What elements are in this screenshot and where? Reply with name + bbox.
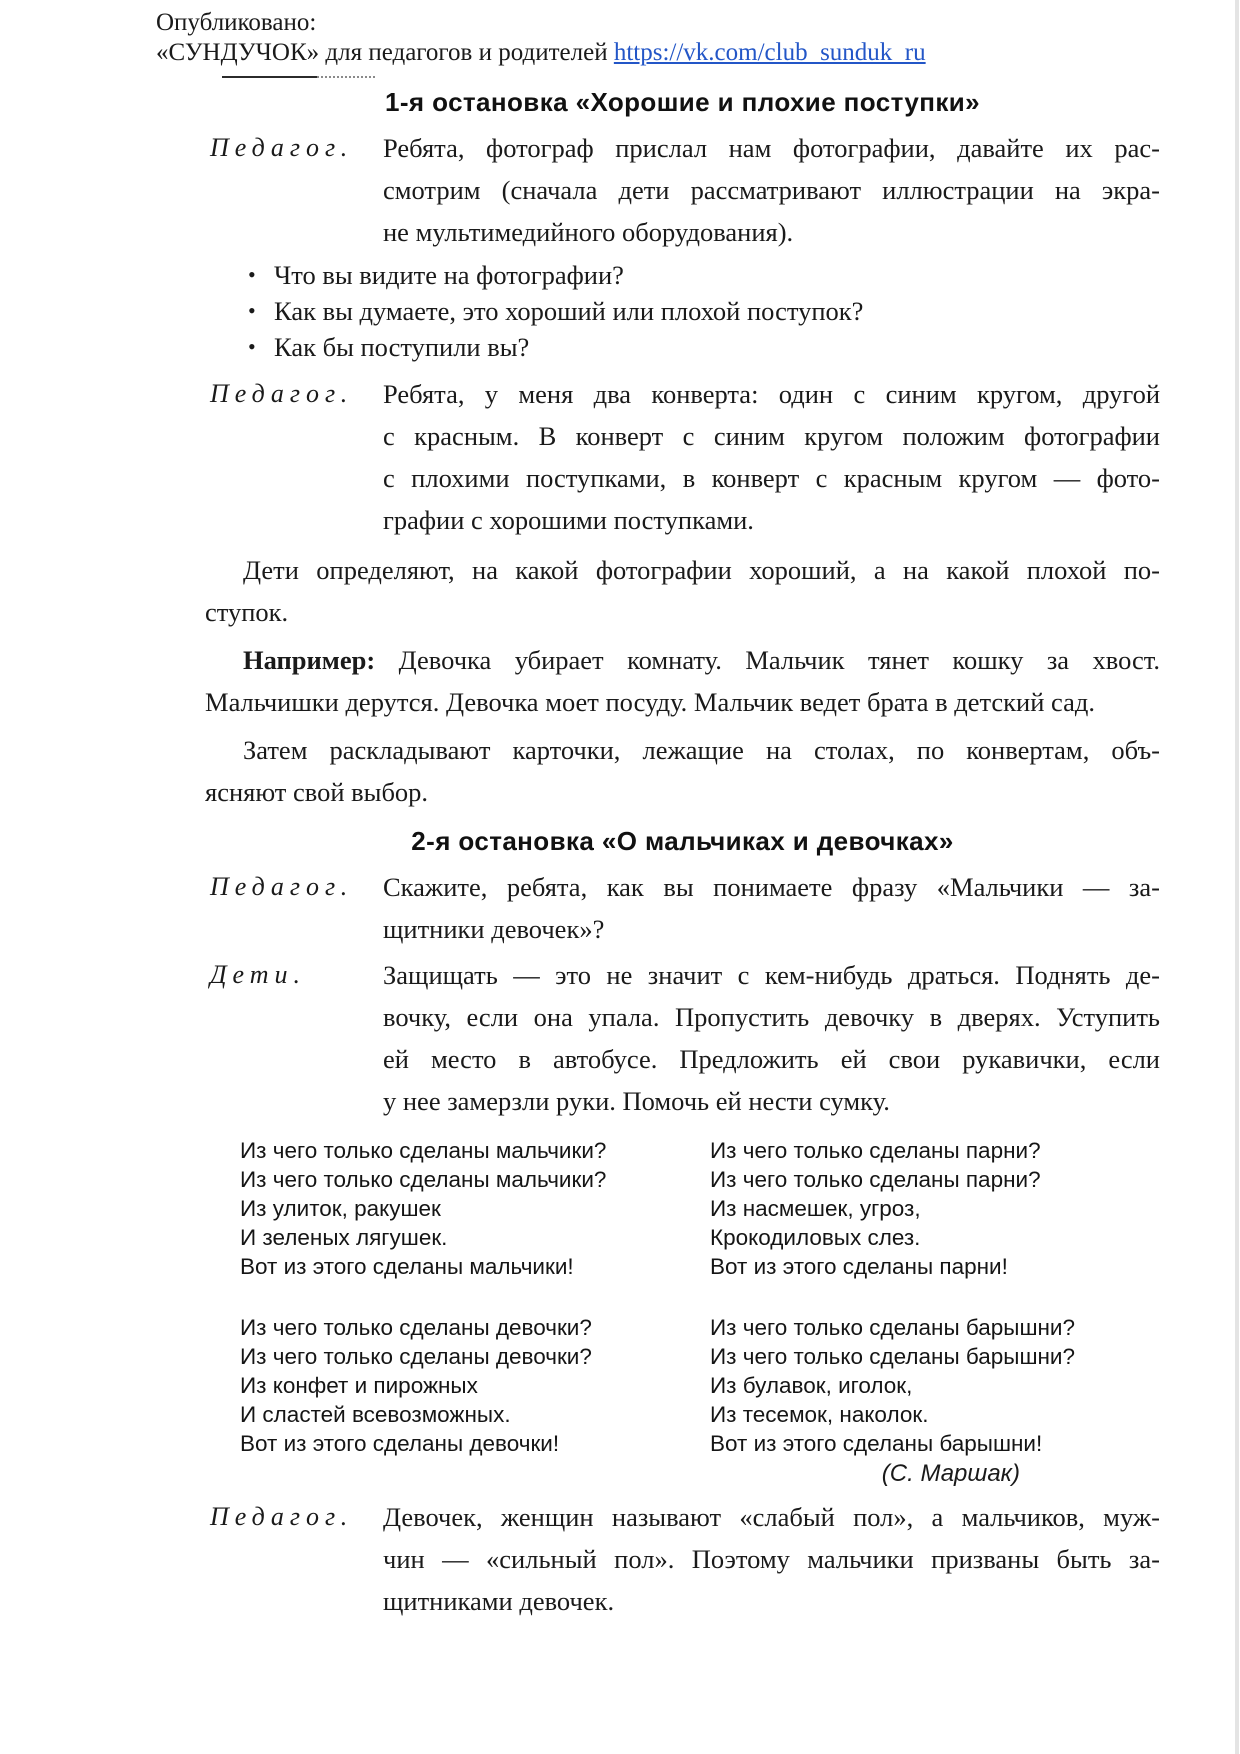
poem-line: Вот из этого сделаны мальчики!	[240, 1254, 574, 1279]
speaker-label: Педагог.	[210, 133, 354, 162]
body-paragraph	[205, 729, 1160, 813]
speaker-label: Дети.	[210, 960, 307, 989]
poem-attribution: (С. Маршак)	[881, 1460, 1020, 1487]
page-content	[0, 86, 1240, 1622]
dialog-turn	[210, 954, 1160, 1122]
bullet-item	[248, 257, 1240, 293]
dialog-lines	[383, 127, 1160, 253]
dialog-line: Защищать — это не значит с кем-нибудь драться. Поднять де-	[383, 960, 1160, 990]
dialog-line: Скажите, ребята, как вы понимаете фразу «Мальчики — за-	[383, 872, 1160, 902]
dialog-turn	[210, 1496, 1160, 1622]
dialog-line: смотрим (сначала дети рассматривают иллюстрации на экра-	[383, 175, 1160, 205]
poem-line: Из чего только сделаны парни?	[710, 1167, 1041, 1192]
section-heading-2: 2-я остановка «О мальчиках и девочках»	[411, 826, 954, 856]
speaker-label: Педагог.	[210, 872, 354, 901]
poem-line: Из чего только сделаны парни?	[710, 1138, 1041, 1163]
dialog-line: у нее замерзли руки. Помочь ей нести сумку.	[383, 1086, 890, 1116]
poem-line: Из булавок, иголок,	[710, 1373, 913, 1398]
published-label: Опубликовано:	[156, 9, 317, 36]
dialog-turn	[210, 127, 1160, 253]
speaker-label: Педагог.	[210, 1502, 354, 1531]
dialog-line: Ребята, фотограф прислал нам фотографии, давайте их рас-	[383, 133, 1160, 163]
body-paragraph	[205, 639, 1160, 723]
dialog-line: Девочек, женщин называют «слабый пол», а мальчиков, муж-	[383, 1502, 1160, 1532]
paragraph-line: ступок.	[205, 597, 289, 627]
poem-line: Из чего только сделаны девочки?	[240, 1344, 592, 1369]
bullet-text: Как вы думаете, это хороший или плохой поступок?	[274, 296, 864, 326]
dialog-lines	[383, 954, 1160, 1122]
scan-edge-artifact	[1235, 0, 1239, 1754]
dialog-lines	[383, 866, 1160, 950]
poem-line: Из конфет и пирожных	[240, 1373, 478, 1398]
body-paragraph	[205, 549, 1160, 633]
dialog-turn	[210, 866, 1160, 950]
poem-line: Из чего только сделаны девочки?	[240, 1315, 592, 1340]
poem-line: Вот из этого сделаны парни!	[710, 1254, 1008, 1279]
poem-line: Крокодиловых слез.	[710, 1225, 921, 1250]
poem-stanza	[240, 1136, 710, 1281]
divider-line	[222, 76, 1240, 78]
source-text: «СУНДУЧОК» для педагогов и родителей	[156, 39, 614, 66]
poem-column-left	[240, 1136, 710, 1458]
bullet-list	[248, 257, 1240, 365]
section-heading-1: 1-я остановка «Хорошие и плохие поступки»	[385, 87, 980, 117]
poem-stanza	[710, 1136, 1075, 1281]
paragraph-line: Дети определяют, на какой фотографии хороший, а на какой плохой по-	[243, 555, 1160, 585]
poem-stanza	[240, 1313, 710, 1458]
poem-line: Вот из этого сделаны барышни!	[710, 1431, 1043, 1456]
paragraph-lead: Например:	[243, 645, 376, 675]
publication-header	[156, 8, 1240, 68]
paragraph-line: Затем раскладывают карточки, лежащие на столах, по конвертам, объ-	[243, 735, 1160, 765]
divider-dotted-segment	[317, 76, 375, 78]
paragraph-line: ясняют свой выбор.	[205, 777, 429, 807]
poem-line: Вот из этого сделаны девочки!	[240, 1431, 560, 1456]
dialog-line: с красным. В конверт с синим кругом положим фотографии	[383, 421, 1160, 451]
poem-line: Из чего только сделаны мальчики?	[240, 1167, 607, 1192]
bullet-dot-icon: •	[248, 334, 256, 359]
poem-line: Из улиток, ракушек	[240, 1196, 441, 1221]
bullet-item	[248, 293, 1240, 329]
poem-line: И сластей всевозможных.	[240, 1402, 511, 1427]
poem-column-right	[710, 1136, 1075, 1458]
poem-block	[240, 1136, 1240, 1458]
dialog-line: графии с хорошими поступками.	[383, 505, 754, 535]
bullet-text: Как бы поступили вы?	[274, 332, 530, 362]
poem-line: И зеленых лягушек.	[240, 1225, 448, 1250]
speaker-label: Педагог.	[210, 379, 354, 408]
poem-line: Из насмешек, угроз,	[710, 1196, 921, 1221]
poem-line: Из чего только сделаны барышни?	[710, 1315, 1075, 1340]
dialog-line: не мультимедийного оборудования).	[383, 217, 794, 247]
source-line	[156, 38, 1240, 68]
divider-solid-segment	[222, 76, 317, 78]
dialog-turn	[210, 373, 1160, 541]
dialog-line: с плохими поступками, в конверт с красным кругом — фото-	[383, 463, 1160, 493]
poem-stanza	[710, 1313, 1075, 1458]
poem-line: Из чего только сделаны мальчики?	[240, 1138, 607, 1163]
vk-link[interactable]: https://vk.com/club_sunduk_ru	[613, 39, 926, 66]
bullet-text: Что вы видите на фотографии?	[274, 260, 624, 290]
bullet-dot-icon: •	[248, 298, 256, 323]
bullet-item	[248, 329, 1240, 365]
dialog-line: Ребята, у меня два конверта: один с синим кругом, другой	[383, 379, 1160, 409]
paragraph-line: Например: Девочка убирает комнату. Мальчик тянет кошку за хвост.	[243, 645, 1160, 675]
dialog-line: чин — «сильный пол». Поэтому мальчики призваны быть за-	[383, 1544, 1160, 1574]
poem-line: Из тесемок, наколок.	[710, 1402, 929, 1427]
dialog-lines	[383, 1496, 1160, 1622]
dialog-line: вочку, если она упала. Пропустить девочку в дверях. Уступить	[383, 1002, 1160, 1032]
bullet-dot-icon: •	[248, 262, 256, 287]
dialog-line: ей место в автобусе. Предложить ей свои рукавички, если	[383, 1044, 1160, 1074]
dialog-lines	[383, 373, 1160, 541]
paragraph-line: Мальчишки дерутся. Девочка моет посуду. Мальчик ведет брата в детский сад.	[205, 687, 1095, 717]
dialog-line: щитниками девочек.	[383, 1586, 615, 1616]
poem-line: Из чего только сделаны барышни?	[710, 1344, 1075, 1369]
dialog-line: щитники девочек»?	[383, 914, 605, 944]
